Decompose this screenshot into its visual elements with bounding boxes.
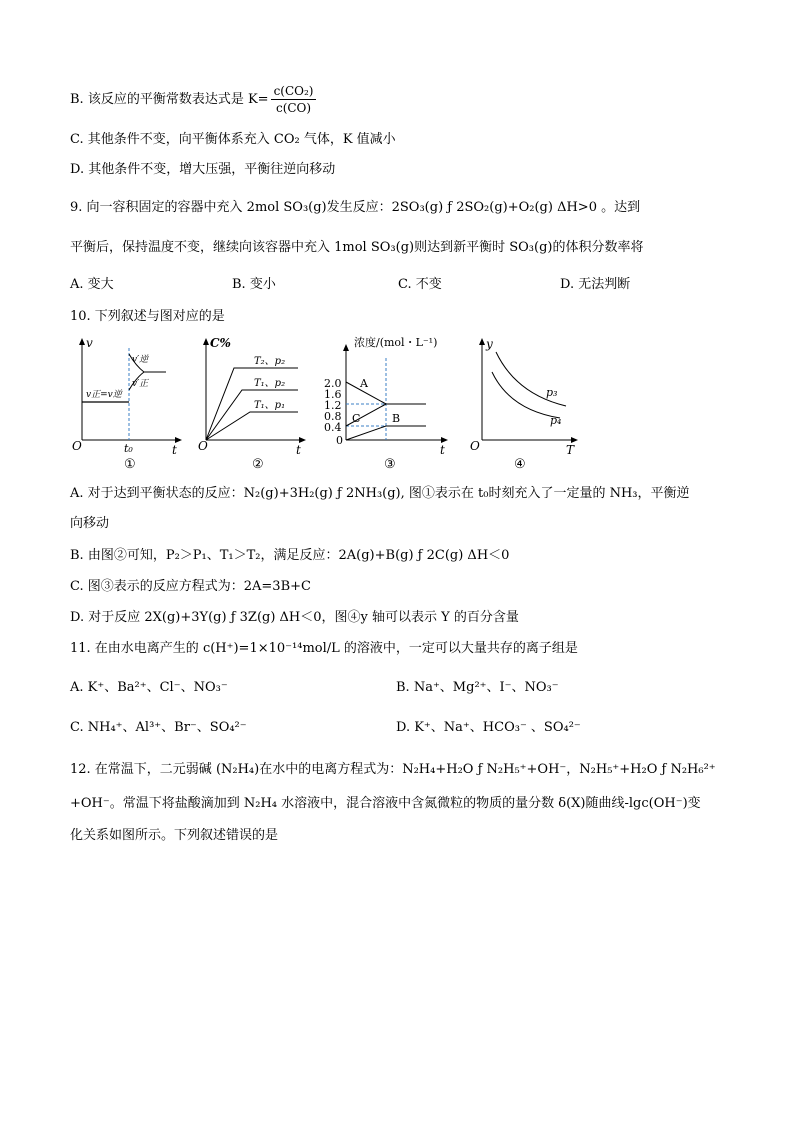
fig1-x-label: t — [172, 443, 177, 457]
q12-stem-line3: 化关系如图所示。下列叙述错误的是 — [70, 828, 279, 843]
fraction-numerator: c(CO₂) — [271, 84, 317, 100]
fraction-denominator: c(CO) — [275, 101, 312, 115]
figure-2 — [198, 332, 318, 472]
q10-option-a-line2: 向移动 — [70, 516, 110, 531]
fig1-origin: O — [72, 439, 82, 453]
q9-stem-line1: 9. 向一容积固定的容器中充入 2mol SO₃(g)发生反应：2SO₃(g) ƒ 2SO₂(g)+O₂(g) ΔH>0 。达到 — [70, 200, 641, 215]
q9-option-b: B. 变小 — [232, 277, 276, 292]
fig3-x-label: t — [440, 443, 445, 457]
q11-option-d: D. K⁺、Na⁺、HCO₃⁻ 、SO₄²⁻ — [396, 720, 581, 735]
q10-option-d: D. 对于反应 2X(g)+3Y(g) ƒ 3Z(g) ΔH＜0，图④y 轴可以表示 Y 的百分含量 — [70, 610, 519, 625]
fig3-origin: 0 — [336, 434, 343, 447]
q12-stem-line1: 12. 在常温下，二元弱碱 (N₂H₄)在水中的电离方程式为：N₂H₄+H₂O ƒ N₂H₅⁺+OH⁻，N₂H₅⁺+H₂O ƒ N₂H₆²⁺ — [70, 762, 716, 777]
fig3-label-b: B — [392, 412, 401, 425]
fig3-tick-2-0: 2.0 — [324, 377, 342, 390]
figure-4 — [466, 332, 586, 472]
q9-option-d: D. 无法判断 — [560, 277, 631, 292]
fig2-curve-1: T₂、p₂ — [254, 356, 286, 367]
q8-option-d: D. 其他条件不变，增大压强，平衡往逆向移动 — [70, 162, 336, 177]
q10-option-a-line1: A. 对于达到平衡状态的反应：N₂(g)+3H₂(g) ƒ 2NH₃(g), 图①表示在 t₀时刻充入了一定量的 NH₃，平衡逆 — [70, 486, 690, 501]
fig4-curve-p4: p₄ — [550, 414, 562, 427]
fig4-y-label: y — [486, 337, 493, 351]
fig3-y-label: 浓度/(mol・L⁻¹) — [354, 336, 438, 349]
fig1-number: ① — [124, 457, 136, 472]
fig3-label-a: A — [360, 377, 368, 390]
fig3-label-c: C — [352, 412, 361, 425]
fig3-tick-1-6: 1.6 — [324, 388, 342, 401]
q11-option-a: A. K⁺、Ba²⁺、Cl⁻、NO₃⁻ — [70, 680, 228, 695]
q12-stem-line2: +OH⁻。常温下将盐酸滴加到 N₂H₄ 水溶液中，混合溶液中含氮微粒的物质的量分数 δ(X)随曲线-lgc(OH⁻)变 — [70, 796, 701, 811]
q8-option-b-prefix: B. 该反应的平衡常数表达式是 K= — [70, 92, 269, 107]
q9-stem-line2: 平衡后，保持温度不变，继续向该容器中充入 1mol SO₃(g)则达到新平衡时 SO₃(g)的体积分数率将 — [70, 240, 644, 255]
fig1-y-label: v — [86, 336, 93, 350]
fig4-x-label: T — [566, 443, 575, 457]
figure-3 — [316, 332, 462, 472]
q11-option-c: C. NH₄⁺、Al³⁺、Br⁻、SO₄²⁻ — [70, 720, 247, 735]
q8-option-c: C. 其他条件不变，向平衡体系充入 CO₂ 气体，K 值减小 — [70, 132, 396, 147]
fig3-tick-0-8: 0.8 — [324, 410, 342, 423]
fig3-tick-0-4: 0.4 — [324, 421, 342, 434]
fig4-number: ④ — [514, 457, 526, 472]
fig4-origin: O — [470, 439, 480, 453]
q10-option-c: C. 图③表示的反应方程式为：2A=3B+C — [70, 579, 311, 594]
fig1-equal-label: v正=v逆 — [86, 390, 122, 400]
equilibrium-constant-fraction — [271, 84, 317, 115]
fig2-x-label: t — [296, 443, 301, 457]
fig3-tick-1-2: 1.2 — [324, 399, 342, 412]
q11-stem: 11. 在由水电离产生的 c(H⁺)=1×10⁻¹⁴mol/L 的溶液中，一定可以大量共存的离子组是 — [70, 641, 578, 656]
q10-option-b: B. 由图②可知，P₂＞P₁、T₁＞T₂，满足反应：2A(g)+B(g) ƒ 2C(g) ΔH＜0 — [70, 548, 510, 563]
fig3-number: ③ — [384, 457, 396, 472]
fig2-curve-2: T₁、p₂ — [254, 378, 286, 389]
figure-1 — [68, 332, 188, 472]
fig2-number: ② — [252, 457, 264, 472]
q9-option-c: C. 不变 — [398, 277, 442, 292]
fig2-curve-3: T₁、p₁ — [254, 400, 286, 411]
q10-stem: 10. 下列叙述与图对应的是 — [70, 309, 225, 324]
fig1-t0-label: t₀ — [124, 442, 133, 455]
q8-option-b — [70, 84, 316, 115]
fig1-forward-label: v′正 — [132, 379, 149, 389]
q9-option-a: A. 变大 — [70, 277, 114, 292]
fig4-curve-p3: p₃ — [546, 386, 558, 399]
q11-option-b: B. Na⁺、Mg²⁺、I⁻、NO₃⁻ — [396, 680, 559, 695]
fig2-y-label: C% — [210, 336, 231, 350]
fig1-reverse-label: v′逆 — [132, 355, 149, 365]
fig2-origin: O — [198, 439, 208, 453]
